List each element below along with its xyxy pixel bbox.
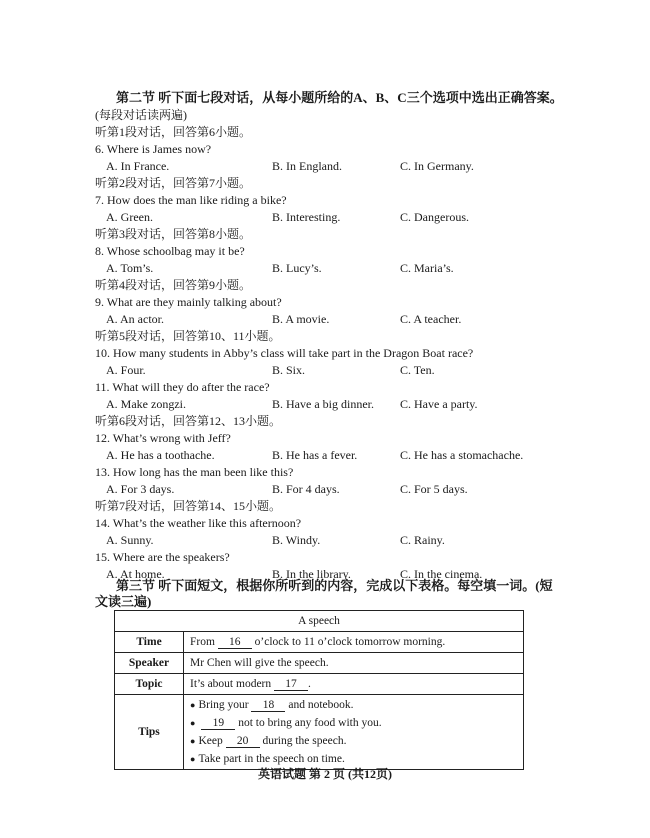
question-text: 12. What’s wrong with Jeff? <box>95 431 231 445</box>
option-b[interactable]: B. Lucy’s. <box>272 261 322 275</box>
time-label: Time <box>115 632 184 653</box>
option-c[interactable]: C. Rainy. <box>400 533 445 547</box>
option-b[interactable]: B. Six. <box>272 363 306 377</box>
option-c[interactable]: C. Maria’s. <box>400 261 454 275</box>
blank-20[interactable]: 20 <box>226 735 260 748</box>
tip1-post: and notebook. <box>288 699 354 711</box>
option-c[interactable]: C. A teacher. <box>400 312 462 326</box>
option-a[interactable]: A. Green. <box>106 210 153 224</box>
option-a[interactable]: A. At home. <box>106 567 165 581</box>
listening-cue: 听第5段对话，回答第10、11小题。 <box>95 329 281 343</box>
table-row-tips <box>115 695 524 770</box>
option-a[interactable]: A. An actor. <box>106 312 164 326</box>
blank-19[interactable]: 19 <box>201 717 235 730</box>
section3-heading: 第三节 听下面短文，根据你所听到的内容，完成以下表格。每空填一词。(短 <box>116 578 553 593</box>
tip3-post: during the speech. <box>262 735 347 747</box>
bullet-icon: ● <box>190 700 196 710</box>
question-text: 15. Where are the speakers? <box>95 550 230 564</box>
table-row-topic <box>115 674 524 695</box>
topic-value <box>184 674 524 695</box>
question-text: 10. How many students in Abby’s class will take part in the Dragon Boat race? <box>95 346 474 360</box>
option-a[interactable]: A. Make zongzi. <box>106 397 186 411</box>
question-text: 7. How does the man like riding a bike? <box>95 193 287 207</box>
blank-17[interactable]: 17 <box>274 678 308 691</box>
time-pre: From <box>190 636 215 648</box>
option-a[interactable]: A. For 3 days. <box>106 482 175 496</box>
option-b[interactable]: B. Interesting. <box>272 210 341 224</box>
question-text: 9. What are they mainly talking about? <box>95 295 282 309</box>
topic-post: . <box>308 678 311 690</box>
section2-note: (每段对话读两遍) <box>95 108 187 122</box>
listening-cue: 听第6段对话，回答第12、13小题。 <box>95 414 282 428</box>
table-title: A speech <box>115 611 524 632</box>
topic-label: Topic <box>115 674 184 695</box>
tips-value <box>184 695 524 770</box>
option-b[interactable]: B. A movie. <box>272 312 330 326</box>
tip-2 <box>190 714 517 732</box>
tips-label: Tips <box>115 695 184 770</box>
listening-cue: 听第1段对话，回答第6小题。 <box>95 125 252 139</box>
question-text: 11. What will they do after the race? <box>95 380 270 394</box>
section2-heading: 第二节 听下面七段对话，从每小题所给的A、B、C三个选项中选出正确答案。 <box>116 90 563 105</box>
option-b[interactable]: B. Windy. <box>272 533 321 547</box>
table-row-time <box>115 632 524 653</box>
option-c[interactable]: C. Have a party. <box>400 397 478 411</box>
option-a[interactable]: A. Four. <box>106 363 146 377</box>
tip3-pre: Keep <box>198 735 223 747</box>
table-title-row <box>115 611 524 632</box>
question-text: 14. What’s the weather like this afternoon? <box>95 516 302 530</box>
tip4-text: Take part in the speech on time. <box>198 753 345 765</box>
option-a[interactable]: A. Sunny. <box>106 533 154 547</box>
option-a[interactable]: A. He has a toothache. <box>106 448 215 462</box>
tip-3 <box>190 732 517 750</box>
option-b[interactable]: B. Have a big dinner. <box>272 397 374 411</box>
listening-cue: 听第2段对话，回答第7小题。 <box>95 176 252 190</box>
option-b[interactable]: B. In the library. <box>272 567 351 581</box>
question-text: 8. Whose schoolbag may it be? <box>95 244 245 258</box>
bullet-icon: ● <box>190 754 196 764</box>
bullet-icon: ● <box>190 718 196 728</box>
listening-cue: 听第3段对话，回答第8小题。 <box>95 227 252 241</box>
option-c[interactable]: C. He has a stomachache. <box>400 448 524 462</box>
tip2-post: not to bring any food with you. <box>238 717 382 729</box>
time-post: o’clock to 11 o’clock tomorrow morning. <box>254 636 446 648</box>
speech-table <box>114 610 524 770</box>
tip-1 <box>190 696 517 714</box>
blank-18[interactable]: 18 <box>251 699 285 712</box>
listening-cue: 听第7段对话，回答第14、15小题。 <box>95 499 282 513</box>
time-value <box>184 632 524 653</box>
section3-heading-cont: 文读三遍) <box>95 594 152 609</box>
page-footer: 英语试题 第 2 页 (共12页) <box>258 767 392 781</box>
option-a[interactable]: A. Tom’s. <box>106 261 154 275</box>
option-a[interactable]: A. In France. <box>106 159 170 173</box>
listening-cue: 听第4段对话，回答第9小题。 <box>95 278 252 292</box>
option-b[interactable]: B. For 4 days. <box>272 482 340 496</box>
bullet-icon: ● <box>190 736 196 746</box>
option-c[interactable]: C. Dangerous. <box>400 210 469 224</box>
speaker-value: Mr Chen will give the speech. <box>184 653 524 674</box>
option-b[interactable]: B. In England. <box>272 159 342 173</box>
speaker-label: Speaker <box>115 653 184 674</box>
question-text: 6. Where is James now? <box>95 142 212 156</box>
option-c[interactable]: C. For 5 days. <box>400 482 468 496</box>
option-c[interactable]: C. In Germany. <box>400 159 474 173</box>
option-c[interactable]: C. In the cinema. <box>400 567 483 581</box>
tip1-pre: Bring your <box>198 699 249 711</box>
table-row-speaker <box>115 653 524 674</box>
topic-pre: It’s about modern <box>190 678 272 690</box>
question-text: 13. How long has the man been like this? <box>95 465 294 479</box>
option-c[interactable]: C. Ten. <box>400 363 435 377</box>
option-b[interactable]: B. He has a fever. <box>272 448 358 462</box>
blank-16[interactable]: 16 <box>218 636 252 649</box>
